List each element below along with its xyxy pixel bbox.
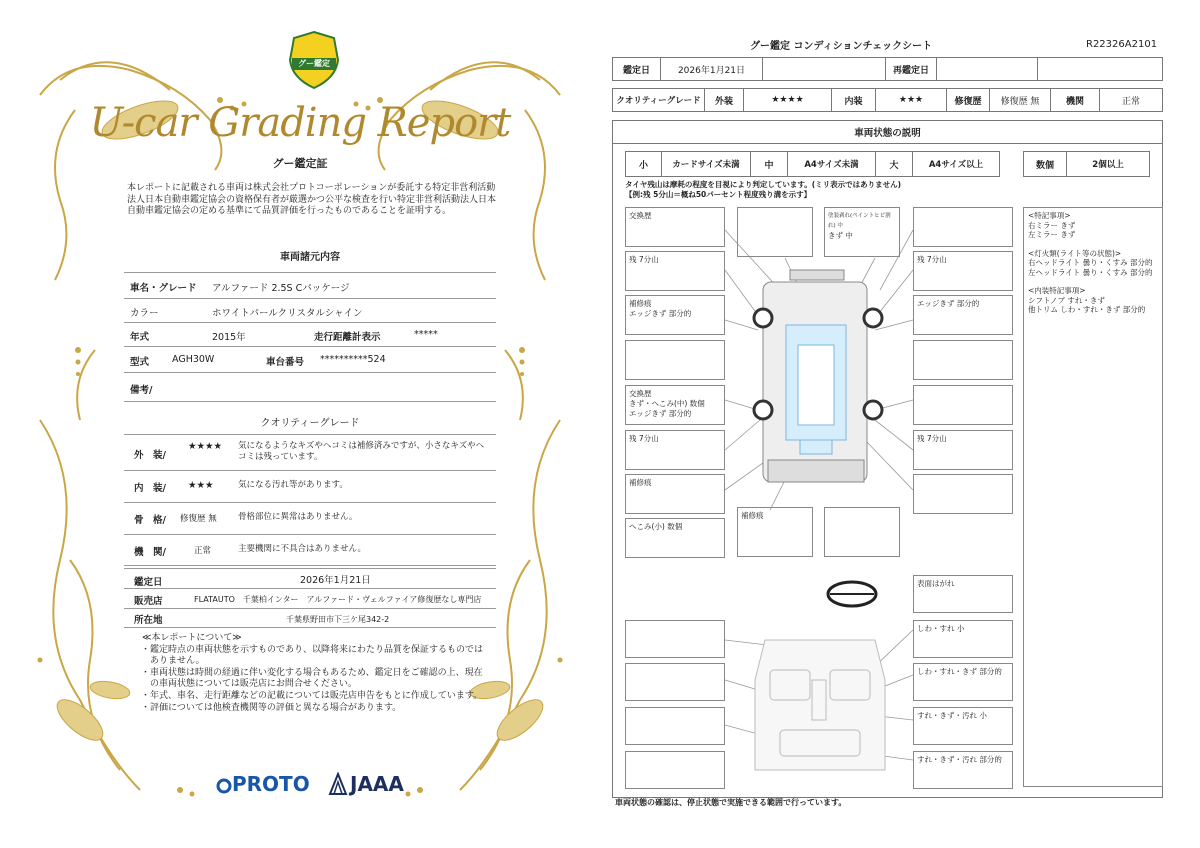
part-note: すれ・きず・汚れ 部分的 [917, 755, 1002, 764]
part-note: きず 中 [828, 231, 853, 240]
special-note-spacer [1028, 277, 1158, 286]
frame-text: 骨格部位に異常はありません。 [238, 512, 358, 522]
condition-check-sheet-page [600, 0, 1200, 848]
date-label: 鑑定日 [612, 57, 661, 81]
frame-value: 修復歴 無 [180, 514, 217, 524]
interior-label: 内 装/ [134, 483, 166, 494]
repair-label: 修復歴 [946, 88, 990, 112]
engine-label: 機 関/ [134, 547, 166, 558]
part-note: 残 7分山 [917, 434, 947, 443]
int-value: ★★★ [875, 88, 947, 112]
part-box-rear-right-quarter [913, 474, 1013, 514]
spec-section-title: 車両諸元内容 [280, 252, 340, 263]
special-note-spacer [1028, 240, 1158, 249]
jaaa-brand: JAAA [350, 772, 404, 796]
grade-row-exterior [124, 434, 496, 470]
part-box-steering [913, 575, 1013, 613]
special-note-line: 左ミラー きず [1028, 230, 1076, 239]
address-value: 千葉県野田市下三ケ尾342-2 [286, 615, 390, 624]
shop-value: FLATAUTO 千葉柏インター アルファード・ヴェルファイア修復歴なし専門店 [194, 595, 482, 604]
chassis-value: **********524 [320, 354, 386, 365]
special-note-line: <特記事項> [1028, 211, 1071, 220]
grade-label: クオリティーグレード [612, 88, 705, 112]
date-value: 2026年1月21日 [660, 57, 763, 81]
name-label: 車名・グレード [130, 283, 197, 294]
year-label: 年式 [130, 332, 150, 343]
year-value: 2015年 [212, 332, 246, 343]
note-item: ・鑑定時点の車両状態を示すものであり、以降将来にわたり品質を保証するものではありません。 [141, 644, 484, 667]
size-large-desc: A4サイズ以上 [912, 151, 1000, 177]
size-small: 小 [625, 151, 662, 177]
part-box-interior-left-2 [625, 663, 725, 701]
part-box-interior-left-4 [625, 751, 725, 789]
special-note-line: シフトノブ すれ・きず [1028, 295, 1105, 305]
tire-note-line: タイヤ残山は摩耗の程度を目視により判定しています。(ミリ表示ではありません) [625, 180, 902, 189]
dealer-row-address [124, 608, 496, 628]
exterior-label: 外 装/ [134, 450, 166, 461]
interior-stars: ★★★ [188, 480, 214, 491]
spec-row-color [124, 298, 496, 322]
note-item: ・年式、車名、走行距離などの記載については販売店申告をもとに作成しています。 [141, 690, 483, 701]
notes-title: ≪本レポートについて≫ [142, 633, 242, 643]
spec-row-remarks [124, 372, 496, 402]
size-mid: 中 [750, 151, 788, 177]
engine-value: 正常 [194, 546, 212, 556]
steering-wheel-icon [828, 582, 876, 606]
part-note: 交換歴 [629, 389, 652, 398]
part-note: エッジきず 部分的 [629, 309, 692, 318]
spec-row-year [124, 322, 496, 346]
chassis-label: 車台番号 [266, 357, 305, 368]
grade-row-engine [124, 534, 496, 566]
special-note-line: 右ヘッドライト 曇り・くすみ 部分的 [1028, 258, 1153, 267]
part-box-rear-left-tire [625, 430, 725, 470]
part-note: 残 7分山 [629, 255, 659, 264]
part-box-right-door-rear [913, 385, 1013, 425]
part-note: 表面はがれ [917, 579, 955, 588]
special-note-line: 他トリム しわ・すれ・きず 部分的 [1028, 305, 1146, 314]
part-note: エッジきず 部分的 [629, 409, 692, 418]
redate-label: 再鑑定日 [885, 57, 937, 81]
part-box-rear-left-quarter [625, 474, 725, 514]
part-box-front-left-tire [625, 251, 725, 291]
special-note-line: 右ミラー きず [1028, 220, 1076, 230]
dealer-date-value: 2026年1月21日 [300, 575, 371, 586]
address-label: 所在地 [134, 615, 163, 626]
ext-label: 外装 [704, 88, 744, 112]
tire-note-example: 【例:残 5分山＝概ね50パーセント程度残り溝を示す】 [625, 189, 812, 199]
part-note: 補修痕 [629, 299, 652, 308]
engine-text: 主要機関に不具合はありません。 [238, 544, 367, 554]
part-note: エッジきず 部分的 [917, 299, 980, 308]
size-large: 大 [875, 151, 913, 177]
special-note-line: <内装特記事項> [1028, 286, 1086, 295]
part-box-front-right-fender [913, 295, 1013, 335]
report-script-title: U-car Grading Report [89, 100, 511, 146]
part-box-front-right-tire [913, 251, 1013, 291]
dealer-date-label: 鑑定日 [134, 577, 163, 588]
part-box-rear-right-tire [913, 430, 1013, 470]
repair-value: 修復歴 無 [989, 88, 1051, 112]
part-note: きず・へこみ(中) 数個 [629, 399, 705, 408]
exterior-text: 気になるようなキズやヘコミは補修済みですが、小さなキズやヘコミは残っています。 [238, 441, 485, 462]
dealer-row-date [124, 568, 496, 588]
special-note-line: 左ヘッドライト 曇り・くすみ 部分的 [1028, 267, 1153, 277]
sheet-title: グー鑑定 コンディションチェックシート [750, 41, 933, 52]
ext-value: ★★★★ [743, 88, 832, 112]
engine-label: 機関 [1050, 88, 1100, 112]
part-note: 残 7分山 [629, 434, 659, 443]
part-box-right-door-front [913, 340, 1013, 380]
part-box-interior-right-2 [913, 663, 1013, 701]
note-item: ・車両状態は時間の経過に伴い変化する場合もあるため、鑑定日をご確認の上、現在の車両状態については販売店にお問合せください。 [141, 667, 483, 690]
part-box-interior-right-1 [913, 620, 1013, 658]
grade-section-title: クオリティーグレード [260, 418, 360, 429]
dealer-row-shop [124, 588, 496, 608]
part-box-left-door-front [625, 340, 725, 380]
color-label: カラー [130, 308, 159, 319]
frame-label: 骨 格/ [134, 515, 166, 526]
name-value: アルファード 2.5S Cパッケージ [212, 283, 350, 294]
mileage-value: ***** [414, 329, 438, 340]
state-title: 車両状態の説明 [612, 120, 1163, 144]
size-count-desc: 2個以上 [1066, 151, 1150, 177]
size-count: 数個 [1023, 151, 1067, 177]
interior-text: 気になる汚れ等があります。 [238, 480, 348, 490]
part-box-left-door-rear [625, 385, 725, 425]
logo-text: グー鑑定 [298, 59, 330, 68]
color-value: ホワイトパールクリスタルシャイン [212, 308, 363, 319]
grade-row-interior [124, 470, 496, 502]
part-box-interior-right-4 [913, 751, 1013, 789]
part-box-front-right-1 [913, 207, 1013, 247]
model-label: 型式 [130, 357, 150, 368]
part-box-front-left-1 [625, 207, 725, 247]
note-item: ・評価については他検査機関等の評価と異なる場合があります。 [141, 702, 402, 713]
part-note: 交換歴 [629, 211, 652, 220]
part-box-front-left-fender [625, 295, 725, 335]
proto-brand: PROTO [232, 772, 310, 796]
exterior-stars: ★★★★ [188, 441, 223, 452]
mileage-label: 走行距離計表示 [314, 332, 381, 343]
part-box-interior-right-3 [913, 707, 1013, 745]
part-note: 補修痕 [629, 478, 652, 487]
part-note: しわ・すれ・きず 部分的 [917, 667, 1002, 676]
remarks-label: 備考/ [130, 385, 153, 396]
model-value: AGH30W [172, 354, 215, 365]
shop-label: 販売店 [134, 596, 163, 607]
report-notes [140, 633, 490, 714]
jaaa-logo-icon [328, 772, 348, 796]
intro-paragraph: 本レポートに記載される車両は株式会社プロトコーポレーションが委託する特定非営利活動法人日本自動車鑑定協会の資格保有者が厳選かつ公平な検査を行い特定非営利活動法人日本自動車鑑定協会の定める基準にて品質評価を行ったものであることを証明する。 [127, 183, 497, 217]
part-box-interior-left-1 [625, 620, 725, 658]
engine-value: 正常 [1099, 88, 1163, 112]
part-box-rear-left-bumper [625, 518, 725, 558]
part-note: 残 7分山 [917, 255, 947, 264]
sheet-code: R22326A2101 [1086, 39, 1158, 50]
size-small-desc: カードサイズ未満 [661, 151, 751, 177]
part-note: しわ・すれ 小 [917, 624, 965, 633]
spec-row-model [124, 346, 496, 372]
part-box-back-door [824, 507, 900, 557]
part-box-rear-bumper [737, 507, 813, 557]
footer-note: 車両状態の確認は、停止状態で実施できる範囲で行っています。 [615, 798, 847, 807]
part-box-hood [824, 207, 900, 257]
part-note-small: 塗装剥れ(ペイントヒビ割れ) 中 [828, 213, 891, 229]
part-box-front-bumper-left [737, 207, 813, 257]
spec-row-name [124, 272, 496, 298]
special-notes-panel [1023, 207, 1163, 787]
grade-row-frame [124, 502, 496, 534]
special-note-line: <灯火類(ライト等の状態)> [1028, 248, 1122, 258]
certificate-title: グー鑑定証 [272, 157, 328, 170]
part-note: へこみ(小) 数個 [629, 522, 683, 531]
size-mid-desc: A4サイズ未満 [787, 151, 876, 177]
int-label: 内装 [831, 88, 876, 112]
part-note: 補修痕 [741, 511, 764, 520]
part-box-interior-left-3 [625, 707, 725, 745]
part-note: すれ・きず・汚れ 小 [917, 711, 987, 720]
proto-logo-icon [216, 776, 232, 796]
